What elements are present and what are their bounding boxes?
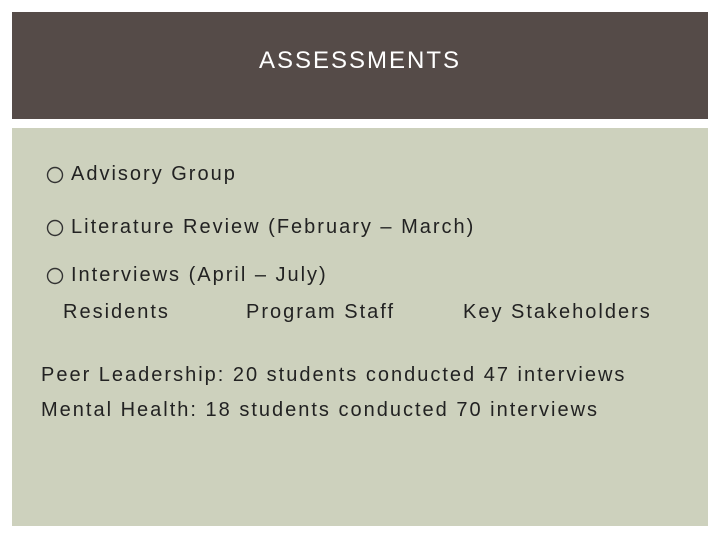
circle-bullet-icon <box>45 165 65 185</box>
bullet-advisory-group <box>45 163 237 186</box>
result-peer-leadership: Peer Leadership: 20 students conducted 47 interviews <box>41 364 627 386</box>
interview-group-key-stakeholders: Key Stakeholders <box>463 301 652 323</box>
bullet-text: Interviews (April – July) <box>71 264 328 286</box>
circle-bullet-icon <box>45 266 65 286</box>
circle-bullet-icon <box>45 218 65 238</box>
bullet-text: Literature Review (February – March) <box>71 216 476 238</box>
result-mental-health: Mental Health: 18 students conducted 70 interviews <box>41 399 600 421</box>
bullet-literature-review <box>45 216 475 239</box>
interview-group-program-staff: Program Staff <box>246 301 396 323</box>
slide-title: ASSESSMENTS <box>258 46 462 74</box>
bullet-text: Advisory Group <box>71 163 237 185</box>
content-panel <box>12 128 708 526</box>
bullet-interviews <box>45 264 328 287</box>
title-bar <box>12 12 708 119</box>
interview-group-residents: Residents <box>63 301 170 323</box>
